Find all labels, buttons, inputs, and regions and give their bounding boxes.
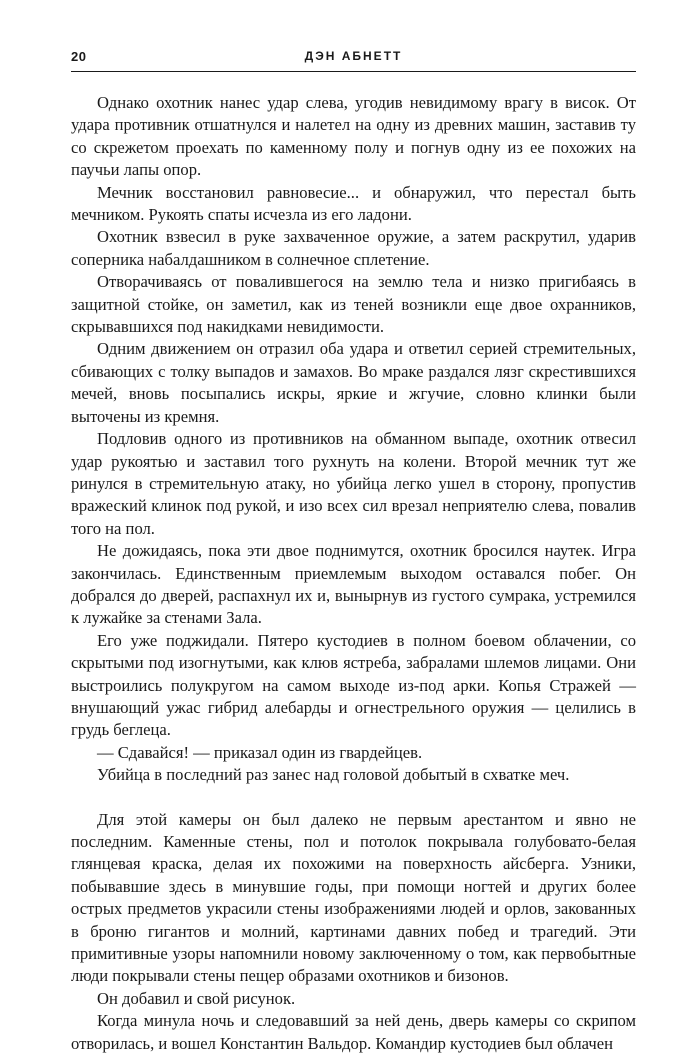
paragraph: Для этой камеры он был далеко не первым арестантом и явно не последним. Каменные стены, пол и потолок покрывала голубовато-белая глянцевая краска, делая их похожими на поверхность айсберга. Узники, побывавшие здесь в минувшие годы, при помощи ногтей и других более острых предметов украсили стены изображениями людей и орлов, закованных в броню гигантов и молний, картинами давних побед и трагедий. Эти примитивные узоры напомнили новому заключенному о том, как первобытные люди покрывали стены пещер образами охотников и бизонов. [71,809,636,986]
section-break [71,787,636,809]
paragraph: Когда минула ночь и следовавший за ней день, дверь камеры со скрипом отворилась, и вошел Константин Вальдор. Командир кустодиев был облачен [71,1011,636,1053]
header-rule [71,71,636,72]
paragraph: Он добавил и свой рисунок. [97,988,296,1008]
paragraph: Подловив одного из противников на обманном выпаде, охотник отвесил удар рукоятью и заставил того рухнуть на колени. Второй мечник тут же ринулся в стремительную атаку, но убийца легко ушел в сторону, пропустив вражеский клинок под рукой, и изо всех сил врезал неприятелю слева, повалив того на пол. [71,429,636,538]
paragraph: Охотник взвесил в руке захваченное оружие, а затем раскрутил, ударив соперника набалдашником в солнечное сплетение. [71,227,636,269]
paragraph: Отворачиваясь от повалившегося на землю тела и низко пригибаясь в защитной стойке, он заметил, как из теней возникли еще двое охранников, скрывавшихся под накидками невидимости. [71,272,636,337]
paragraph: Одним движением он отразил оба удара и ответил серией стремительных, сбивающих с толку выпадов и замахов. Во мраке раздался лязг скрестившихся мечей, вновь посыпались искры, яркие и жгучие, словно клинки были выточены из кремня. [71,339,636,426]
page-number: 20 [71,49,87,64]
paragraph: Однако охотник нанес удар слева, угодив невидимому врагу в висок. От удара противник отшатнулся и налетел на одну из древних машин, заставив ту со скрежетом проехать по каменному полу и погнув одну из ее похожих на паучьи лапы опор. [71,93,636,180]
paragraph: Его уже поджидали. Пятеро кустодиев в полном боевом облачении, со скрытыми под изогнутыми, как клюв ястреба, забралами шлемов лицами. Они выстроились полукругом на самом выходе из-под арки. Копья Стражей — внушающий ужас гибрид алебарды и огнестрельного оружия — целились в грудь беглеца. [71,630,636,740]
running-head: ДЭН АБНЕТТ [304,49,403,63]
paragraph: Убийца в последний раз занес над головой добытый в схватке меч. [97,765,570,785]
paragraph: Мечник восстановил равновесие... и обнаружил, что перестал быть мечником. Рукоять спаты исчезла из его ладони. [71,182,636,225]
page-header [71,49,636,71]
body-text [71,92,636,1055]
dialogue-line: — Сдавайся! — приказал один из гвардейцев. [97,742,423,762]
paragraph: Не дожидаясь, пока эти двое поднимутся, охотник бросился наутек. Игра закончилась. Единственным приемлемым выходом оставался побег. Он добрался до дверей, распахнул их и, вынырнув из густого сумрака, устремился к лужайке за стенами Зала. [71,541,636,628]
